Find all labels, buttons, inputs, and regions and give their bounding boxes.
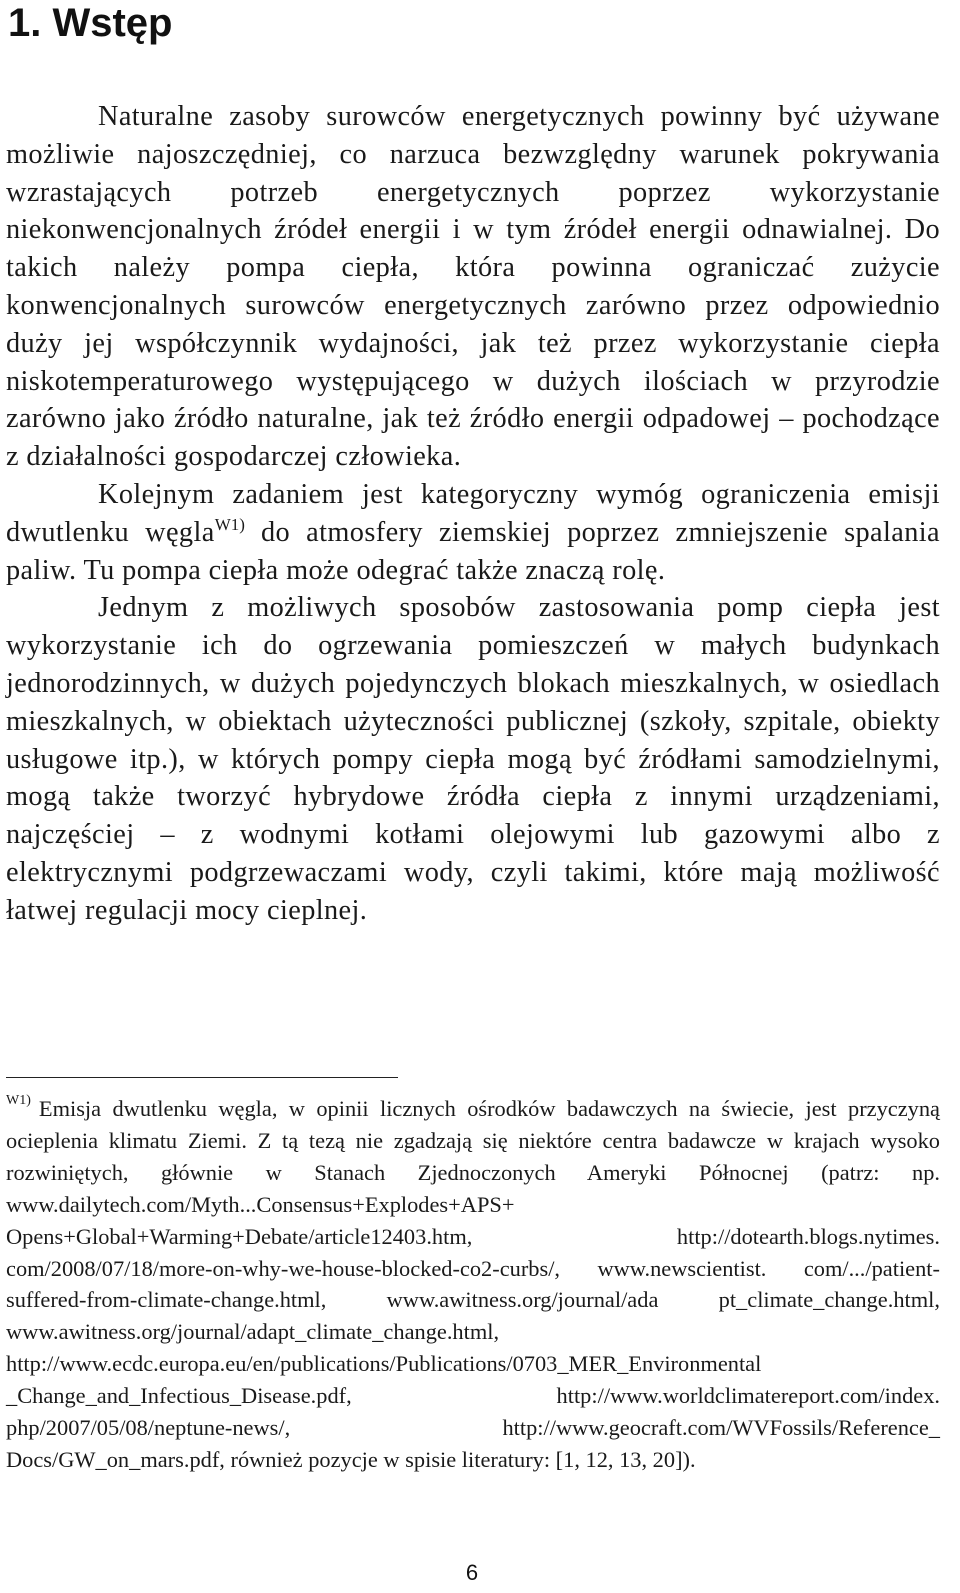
footnote-marker: W1) — [6, 1093, 31, 1108]
paragraph-1: Naturalne zasoby surowców energetycznych powinny być używane możliwie najoszczędniej, co narzuca bezwzględny warunek pokrywania wzrastających potrzeb energetycznych poprzez wykorzystanie niekonwencjonalnych źródeł energii i w tym źródeł energii odnawialnej. Do takich należy pompa ciepła, która powinna ograniczać zużycie konwencjonalnych surowców energetycznych zarówno przez odpowiednio duży jej współczynnik wydajności, jak też przez wykorzystanie ciepła niskotemperaturowego występującego w dużych ilościach w przyrodzie zarówno jako źródło naturalne, jak też źródło energii odpadowej – pochodzące z działalności gospodarczej człowieka. — [6, 101, 940, 473]
body-text — [6, 98, 940, 930]
section-heading: 1. Wstęp — [8, 1, 173, 45]
paragraph-2 — [6, 476, 940, 589]
page-number: 6 — [465, 1560, 479, 1585]
footnote — [6, 1093, 940, 1476]
paragraph-2-text-before: Kolejnym zadaniem jest kategoryczny wymóg ograniczenia emisji dwutlenku węgla — [6, 478, 940, 548]
paragraph-2-text-after: do atmosfery ziemskiej poprzez zmniejszenie spalania paliw. Tu pompa ciepła może odegrać także znaczą rolę. — [6, 516, 940, 586]
footnote-separator — [6, 1077, 398, 1078]
paragraph-3: Jednym z możliwych sposobów zastosowania pomp ciepła jest wykorzystanie ich do ogrzewania pomieszczeń w małych budynkach jednorodzinnych, w dużych pojedynczych blokach mieszkalnych, w osiedlach mieszkalnych, w obiektach użyteczności publicznej (szkoły, szpitale, obiekty usługowe itp.), w których pompy ciepła mogą być źródłami samodzielnymi, mogą także tworzyć hybrydowe źródła ciepła z innymi urządzeniami, najczęściej – z wodnymi kotłami olejowymi lub gazowymi albo z elektrycznymi podgrzewaczami wody, czyli takimi, które mają możliwość łatwej regulacji mocy cieplnej. — [6, 592, 940, 926]
footnote-reference: W1) — [214, 514, 245, 534]
footnote-text: Emisja dwutlenku węgla, w opinii licznych ośrodków badawczych na świecie, jest przyczyną ocieplenia klimatu Ziemi. Z tą tezą nie zgadzają się niektóre centra badawcze w krajach wysoko rozwiniętych, głównie w Stanach Zjednoczonych Ameryki Północnej (patrz: np. www.dailytech.com/Myth...Consensus+Explodes+APS+ Opens+Global+Warming+Debate/article12403.htm, http://dotearth.blogs.nytimes. com/2008/07/18/more-on-why-we-house-blocked-co2-curbs/, www.newscientist. com/.../patient-suffered-from-climate-change.html, www.awitness.org/journal/ada pt_climate_change.html, www.awitness.org/journal/adapt_climate_change.html, http://www.ecdc.europa.eu/en/publications/Publications/0703_MER_Environmental _Change_and_Infectious_Disease.pdf, http://www.worldclimatereport.com/index. php/2007/05/08/neptune-news/, http://www.geocraft.com/WVFossils/Reference_ Docs/GW_on_mars.pdf, również pozycje w spisie literatury: [1, 12, 13, 20]). — [6, 1096, 940, 1472]
